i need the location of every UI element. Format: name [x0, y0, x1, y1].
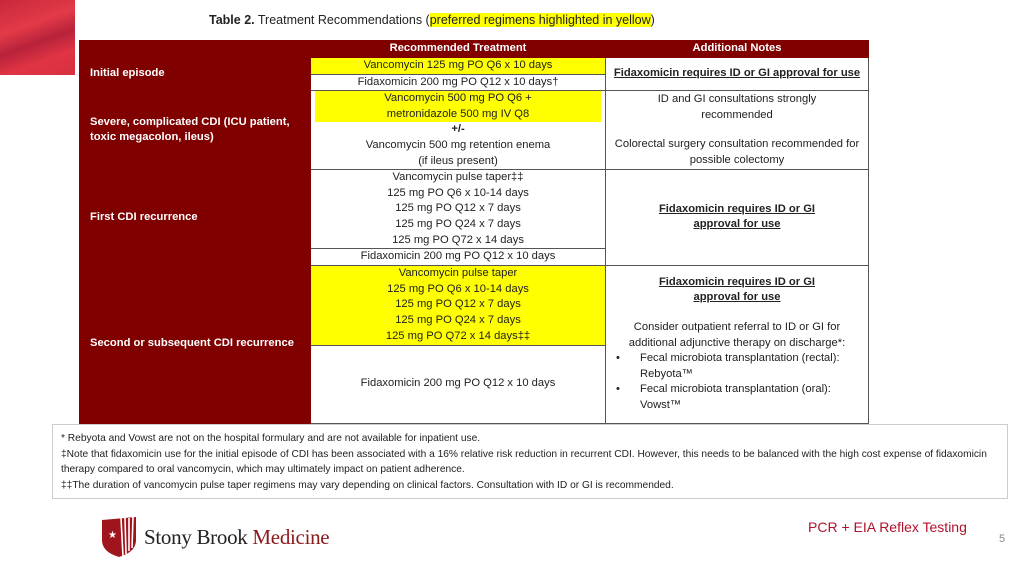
bullet-list: [608, 351, 866, 413]
treatment-cell: [311, 170, 606, 249]
treatment-cell: Fidaxomicin 200 mg PO Q12 x 10 days: [311, 249, 606, 266]
row-label: Severe, complicated CDI (ICU patient, toxic megacolon, ileus): [80, 91, 311, 170]
footnote: ‡‡The duration of vancomycin pulse taper regimens may vary depending on clinical factors. Consultation with ID or GI is recommended.: [61, 479, 674, 491]
treatment-line: 125 mg PO Q12 x 7 days: [395, 298, 521, 311]
title-close: ): [650, 13, 655, 27]
note-text: Consider outpatient referral to ID or GI for additional adjunctive therapy on discharge*:: [628, 321, 846, 349]
header-treatment: Recommended Treatment: [311, 41, 606, 58]
bullet-item: • Fecal microbiota transplantation (oral): Vowst™: [614, 382, 866, 413]
table-row: [80, 91, 869, 170]
row-label: First CDI recurrence: [80, 170, 311, 266]
page-number: 5: [999, 533, 1006, 545]
table-row: [80, 58, 869, 75]
footnote: * Rebyota and Vowst are not on the hospital formulary and are not available for inpatient use.: [61, 433, 481, 444]
treatment-line: metronidazole 500 mg IV Q8: [386, 107, 530, 120]
treatment-cell: [311, 91, 606, 170]
treatment-table: [79, 40, 869, 424]
decorative-corner: [0, 0, 75, 75]
svg-text:★: ★: [108, 530, 117, 541]
footer-label: PCR + EIA Reflex Testing: [808, 519, 967, 535]
treatment-line: 125 mg PO Q6 x 10-14 days: [387, 186, 529, 199]
logo-text-1: Stony Brook: [144, 524, 253, 549]
shield-icon: [101, 516, 137, 558]
note-text: Fidaxomicin requires ID or GI approval for use: [613, 67, 861, 80]
logo-text-2: Medicine: [252, 524, 330, 549]
title-highlight: preferred regimens highlighted in yellow: [429, 13, 651, 27]
treatment-line: 125 mg PO Q12 x 7 days: [395, 202, 521, 215]
table-row: [80, 265, 869, 345]
treatment-line: Vancomycin 500 mg retention enema: [365, 138, 551, 151]
note-text: Fidaxomicin requires ID or GI approval for use: [658, 202, 816, 231]
note-text: Fidaxomicin requires ID or GI approval for use: [658, 275, 816, 304]
bullet-item: • Fecal microbiota transplantation (rectal): Rebyota™: [614, 351, 866, 382]
treatment-line: 125 mg PO Q24 x 7 days: [395, 314, 521, 327]
treatment-cell: Fidaxomicin 200 mg PO Q12 x 10 days†: [311, 74, 606, 91]
notes-cell: [606, 91, 869, 170]
row-label: Second or subsequent CDI recurrence: [80, 265, 311, 423]
header-row: [80, 41, 869, 58]
note-text: ID and GI consultations strongly recommended: [657, 93, 817, 121]
treatment-line: 125 mg PO Q72 x 14 days: [392, 233, 524, 246]
treatment-cell: Vancomycin 125 mg PO Q6 x 10 days: [311, 58, 606, 75]
header-notes: Additional Notes: [606, 41, 869, 58]
plus-minus: +/-: [451, 123, 465, 136]
treatment-line: (if ileus present): [418, 154, 498, 167]
row-label: Initial episode: [80, 58, 311, 91]
treatment-line: Vancomycin 500 mg PO Q6 +: [384, 92, 532, 105]
stony-brook-logo: [101, 516, 329, 558]
treatment-line: Vancomycin pulse taper‡‡: [392, 171, 524, 184]
table-row: [80, 170, 869, 249]
treatment-line: Vancomycin pulse taper: [398, 267, 518, 280]
notes-cell: [606, 170, 869, 266]
footnotes-box: [52, 424, 1008, 499]
table-title: [209, 13, 655, 27]
treatment-line: 125 mg PO Q72 x 14 days‡‡: [385, 329, 531, 342]
footnote: ‡Note that fidaxomicin use for the initial episode of CDI has been associated with a 16% relative risk reduction in recurrent CDI. However, this needs to be balanced with the high cost expense of fidaxomicin therapy compared to oral vancomycin, which may ultimately impact on patient adherence.: [61, 448, 987, 476]
treatment-line: 125 mg PO Q24 x 7 days: [395, 217, 521, 230]
notes-cell: [606, 265, 869, 423]
treatment-cell: Fidaxomicin 200 mg PO Q12 x 10 days: [311, 345, 606, 423]
title-text: Treatment Recommendations (: [254, 13, 430, 27]
header-empty: [80, 41, 311, 58]
title-bold: Table 2.: [209, 13, 255, 27]
notes-cell: [606, 58, 869, 91]
treatment-line: 125 mg PO Q6 x 10-14 days: [387, 282, 529, 295]
preferred-highlight: [315, 91, 601, 122]
logo-text: [144, 525, 329, 550]
note-text: Colorectal surgery consultation recommended for possible colectomy: [614, 138, 860, 166]
treatment-cell: [311, 265, 606, 345]
